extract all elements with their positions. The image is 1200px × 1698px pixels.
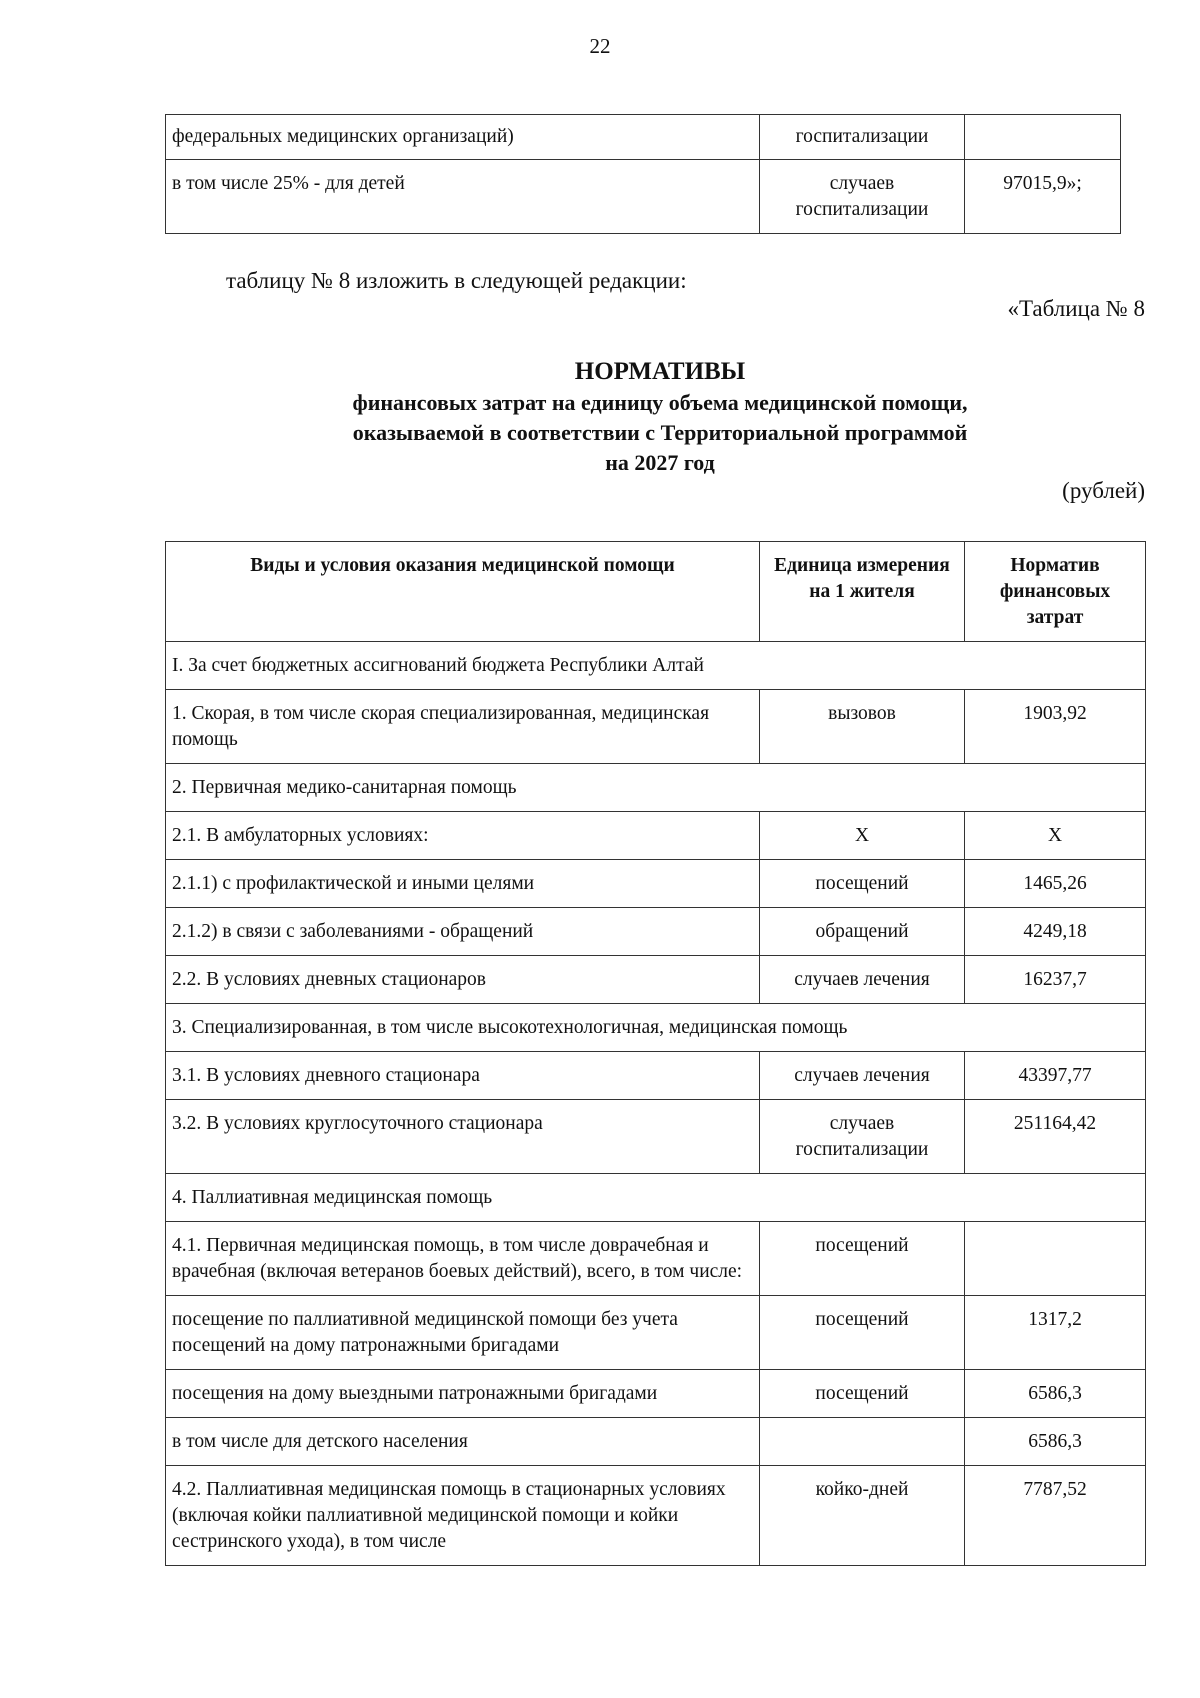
row-name: 2.1. В амбулаторных условиях:: [166, 812, 760, 860]
continued-table: [165, 114, 1121, 234]
section-title: 3. Специализированная, в том числе высокотехнологичная, медицинская помощь: [166, 1004, 1146, 1052]
table-row: [166, 908, 1146, 956]
row-value: 6586,3: [965, 1418, 1146, 1466]
row-unit: койко-дней: [760, 1466, 965, 1566]
page-number: 22: [589, 34, 611, 58]
header-norm: Норматив финансовых затрат: [965, 542, 1146, 642]
heading-title: НОРМАТИВЫ: [574, 358, 746, 385]
row-name: посещения на дому выездными патронажными бригадами: [166, 1370, 760, 1418]
table-row: [166, 1296, 1146, 1370]
row-unit: Х: [760, 812, 965, 860]
row-name: федеральных медицинских организаций): [166, 115, 760, 160]
header-row: [166, 542, 1146, 642]
row-value: Х: [965, 812, 1146, 860]
table-caption: «Таблица № 8: [1007, 296, 1145, 321]
table-row: [166, 860, 1146, 908]
row-value: 6586,3: [965, 1370, 1146, 1418]
row-name: в том числе для детского населения: [166, 1418, 760, 1466]
row-unit: посещений: [760, 860, 965, 908]
norms-table-head: [166, 542, 1146, 642]
table-row: [166, 1100, 1146, 1174]
row-unit: обращений: [760, 908, 965, 956]
section-row: [166, 1004, 1146, 1052]
row-value: 1465,26: [965, 860, 1146, 908]
section-row: [166, 642, 1146, 690]
document-heading: [0, 356, 1200, 478]
row-name: в том числе 25% - для детей: [166, 160, 760, 234]
row-name: 3.2. В условиях круглосуточного стационара: [166, 1100, 760, 1174]
row-value: 7787,52: [965, 1466, 1146, 1566]
row-value: 4249,18: [965, 908, 1146, 956]
section-row: [166, 764, 1146, 812]
row-value: [965, 1222, 1146, 1296]
heading-line-3: на 2027 год: [605, 450, 715, 475]
row-value: 1903,92: [965, 690, 1146, 764]
table-row: [166, 115, 1121, 160]
section-title: 2. Первичная медико-санитарная помощь: [166, 764, 1146, 812]
intro-text: таблицу № 8 изложить в следующей редакции:: [226, 268, 687, 293]
row-value: 97015,9»;: [965, 160, 1121, 234]
row-name: 2.1.1) с профилактической и иными целями: [166, 860, 760, 908]
continued-table-body: [166, 115, 1121, 234]
norms-table-body: [166, 642, 1146, 1566]
row-name: 4.1. Первичная медицинская помощь, в том числе доврачебная и врачебная (включая ветеранов боевых действий), всего, в том числе:: [166, 1222, 760, 1296]
heading-line-2: оказываемой в соответствии с Территориальной программой: [352, 420, 968, 445]
row-unit: вызовов: [760, 690, 965, 764]
row-unit: [760, 1418, 965, 1466]
row-unit: случаев лечения: [760, 956, 965, 1004]
row-unit: случаев госпитализации: [760, 1100, 965, 1174]
row-value: 251164,42: [965, 1100, 1146, 1174]
norms-table: [165, 541, 1146, 1566]
row-unit: госпитализации: [760, 115, 965, 160]
row-unit: случаев лечения: [760, 1052, 965, 1100]
table-row: [166, 956, 1146, 1004]
heading-line-1: финансовых затрат на единицу объема медицинской помощи,: [352, 390, 968, 415]
row-name: посещение по паллиативной медицинской помощи без учета посещений на дому патронажными бригадами: [166, 1296, 760, 1370]
row-value: 16237,7: [965, 956, 1146, 1004]
section-title: I. За счет бюджетных ассигнований бюджета Республики Алтай: [166, 642, 1146, 690]
table-row: [166, 1052, 1146, 1100]
row-unit: посещений: [760, 1222, 965, 1296]
header-kind: Виды и условия оказания медицинской помощи: [166, 542, 760, 642]
row-name: 3.1. В условиях дневного стационара: [166, 1052, 760, 1100]
row-name: 4.2. Паллиативная медицинская помощь в стационарных условиях (включая койки паллиативной медицинской помощи и койки сестринского ухода), в том числе: [166, 1466, 760, 1566]
row-unit: посещений: [760, 1296, 965, 1370]
row-unit: случаев госпитализации: [760, 160, 965, 234]
row-name: 2.2. В условиях дневных стационаров: [166, 956, 760, 1004]
row-value: 43397,77: [965, 1052, 1146, 1100]
row-name: 2.1.2) в связи с заболеваниями - обращений: [166, 908, 760, 956]
table-row: [166, 1222, 1146, 1296]
table-row: [166, 1370, 1146, 1418]
section-title: 4. Паллиативная медицинская помощь: [166, 1174, 1146, 1222]
row-value: 1317,2: [965, 1296, 1146, 1370]
header-unit: Единица измерения на 1 жителя: [760, 542, 965, 642]
row-unit: посещений: [760, 1370, 965, 1418]
units-note: (рублей): [1062, 478, 1145, 503]
table-row: [166, 690, 1146, 764]
table-row: [166, 160, 1121, 234]
row-value: [965, 115, 1121, 160]
row-name: 1. Скорая, в том числе скорая специализированная, медицинская помощь: [166, 690, 760, 764]
table-row: [166, 1466, 1146, 1566]
section-row: [166, 1174, 1146, 1222]
table-row: [166, 1418, 1146, 1466]
table-row: [166, 812, 1146, 860]
